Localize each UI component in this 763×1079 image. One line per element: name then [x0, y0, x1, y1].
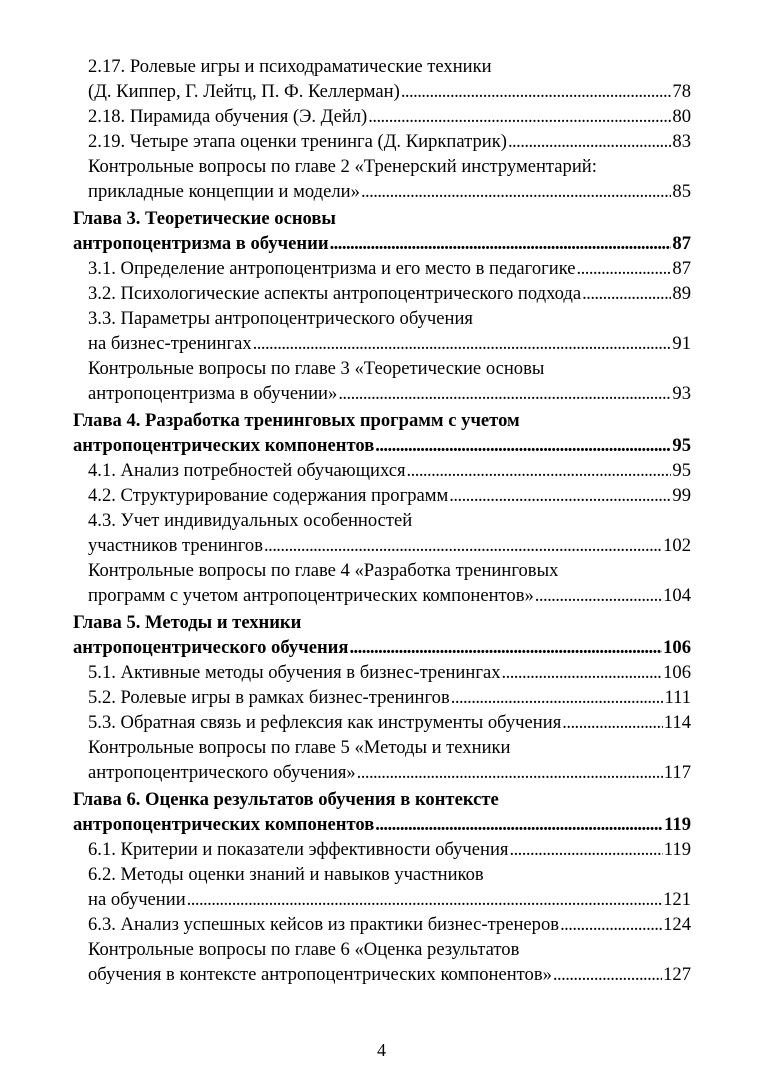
toc-section-entry[interactable]	[73, 508, 691, 558]
dot-leader	[338, 381, 671, 406]
toc-page-number: 106	[663, 662, 691, 683]
toc-entry-title: прикладные концепции и модели»	[88, 181, 360, 202]
toc-page-number: 119	[663, 839, 691, 860]
toc-page-number: 89	[672, 283, 691, 304]
toc-section-entry[interactable]	[73, 54, 691, 104]
toc-page-number: 114	[663, 712, 691, 733]
toc-entry-title: 5.3. Обратная связь и рефлексия как инструменты обучения	[88, 712, 562, 733]
dot-leader	[264, 533, 662, 558]
toc-entry-title: участников тренингов	[88, 535, 263, 556]
toc-page-number: 95	[672, 435, 691, 456]
toc-section-entry[interactable]	[73, 660, 691, 685]
toc-section-entry[interactable]	[73, 558, 691, 608]
toc-page-number: 87	[672, 258, 691, 279]
dot-leader	[401, 79, 672, 104]
toc-page-number: 93	[672, 383, 691, 404]
toc-page-number: 124	[663, 914, 691, 935]
toc-section-entry[interactable]	[73, 256, 691, 281]
toc-entry-title: на бизнес-тренингах	[88, 333, 252, 354]
toc-entry-title: обучения в контексте антропоцентрических компонентов»	[88, 964, 552, 985]
toc-entry-title: Контрольные вопросы по главе 5 «Методы и техники	[88, 737, 511, 758]
dot-leader	[407, 458, 672, 483]
toc-entry-title: антропоцентрического обучения	[73, 637, 349, 658]
toc-page-number: 111	[664, 687, 691, 708]
toc-entry-title: Глава 3. Теоретические основы	[73, 208, 336, 229]
toc-entry-title: 3.2. Психологические аспекты антропоцентрического подхода	[88, 283, 582, 304]
dot-leader	[449, 483, 671, 508]
toc-entry-title: 2.17. Ролевые игры и психодраматические техники	[88, 56, 492, 77]
toc-entry-title: антропоцентрического обучения»	[88, 762, 356, 783]
toc-entry-title: Глава 5. Методы и техники	[73, 612, 302, 633]
page-number: 4	[377, 1040, 386, 1060]
dot-leader	[562, 710, 663, 735]
toc-page-number: 99	[672, 485, 691, 506]
dot-leader	[187, 887, 662, 912]
toc-page-number: 104	[663, 585, 691, 606]
toc-page-number: 127	[663, 964, 691, 985]
toc-entry-title: на обучении	[88, 889, 186, 910]
dot-leader	[502, 660, 663, 685]
toc-page-number: 95	[672, 460, 691, 481]
dot-leader	[375, 812, 663, 837]
toc-entry-title: 2.19. Четыре этапа оценки тренинга (Д. Киркпатрик)	[88, 131, 507, 152]
toc-entry-title: 6.2. Методы оценки знаний и навыков участников	[88, 864, 484, 885]
toc-section-entry[interactable]	[73, 862, 691, 912]
toc-section-entry[interactable]	[73, 937, 691, 987]
toc-entry-title: антропоцентрических компонентов	[73, 435, 375, 456]
toc-entry-title: Контрольные вопросы по главе 2 «Тренерский инструментарий:	[88, 156, 597, 177]
toc-entry-title: 6.1. Критерии и показатели эффективности обучения	[88, 839, 509, 860]
toc-chapter-entry[interactable]	[73, 787, 691, 837]
toc-entry-title: 2.18. Пирамида обучения (Э. Дейл)	[88, 106, 368, 127]
toc-chapter-entry[interactable]	[73, 206, 691, 256]
toc-entry-title: Контрольные вопросы по главе 4 «Разработка тренинговых	[88, 560, 559, 581]
toc-page-number: 119	[664, 814, 691, 835]
toc-section-entry[interactable]	[73, 154, 691, 204]
toc-entry-title: Глава 6. Оценка результатов обучения в контексте	[73, 789, 499, 810]
toc-page-number: 83	[672, 131, 691, 152]
toc-section-entry[interactable]	[73, 281, 691, 306]
toc-entry-title: Контрольные вопросы по главе 6 «Оценка результатов	[88, 939, 520, 960]
toc-entry-title: 4.2. Структурирование содержания программ	[88, 485, 449, 506]
toc-entry-title: 6.3. Анализ успешных кейсов из практики бизнес-тренеров	[88, 914, 560, 935]
dot-leader	[357, 760, 663, 785]
dot-leader	[553, 962, 662, 987]
toc-page-number: 106	[663, 637, 691, 658]
toc-section-entry[interactable]	[73, 458, 691, 483]
dot-leader	[375, 433, 671, 458]
toc-entry-title: 5.2. Ролевые игры в рамках бизнес-тренингов	[88, 687, 450, 708]
toc-page-number: 121	[663, 889, 691, 910]
toc-page-number: 91	[672, 333, 691, 354]
toc-section-entry[interactable]	[73, 685, 691, 710]
toc-page-number: 87	[672, 233, 691, 254]
toc-entry-title: антропоцентризма в обучении»	[88, 383, 338, 404]
dot-leader	[535, 583, 662, 608]
dot-leader	[582, 281, 671, 306]
toc-entry-title: антропоцентризма в обучении	[73, 233, 329, 254]
dot-leader	[451, 685, 664, 710]
toc-entry-title: 3.3. Параметры антропоцентрического обучения	[88, 308, 473, 329]
toc-section-entry[interactable]	[73, 912, 691, 937]
dot-leader	[560, 912, 662, 937]
dot-leader	[508, 129, 671, 154]
table-of-contents	[73, 54, 691, 987]
toc-section-entry[interactable]	[73, 710, 691, 735]
dot-leader	[577, 256, 672, 281]
toc-section-entry[interactable]	[73, 356, 691, 406]
toc-page-number: 80	[672, 106, 691, 127]
toc-page-number: 117	[663, 762, 691, 783]
toc-chapter-entry[interactable]	[73, 610, 691, 660]
toc-page-number: 102	[663, 535, 691, 556]
toc-entry-title: (Д. Киппер, Г. Лейтц, П. Ф. Келлерман)	[88, 81, 400, 102]
dot-leader	[509, 837, 662, 862]
toc-page-number: 78	[672, 81, 691, 102]
toc-entry-title: 3.1. Определение антропоцентризма и его место в педагогике	[88, 258, 576, 279]
toc-entry-title: Контрольные вопросы по главе 3 «Теоретические основы	[88, 358, 545, 379]
dot-leader	[361, 179, 671, 204]
toc-entry-title: 4.1. Анализ потребностей обучающихся	[88, 460, 406, 481]
toc-page-number: 85	[672, 181, 691, 202]
toc-section-entry[interactable]	[73, 104, 691, 129]
dot-leader	[253, 331, 672, 356]
toc-entry-title: 4.3. Учет индивидуальных особенностей	[88, 510, 413, 531]
toc-entry-title: Глава 4. Разработка тренинговых программ с учетом	[73, 410, 520, 431]
toc-entry-title: 5.1. Активные методы обучения в бизнес-тренингах	[88, 662, 501, 683]
toc-entry-title: программ с учетом антропоцентрических компонентов»	[88, 585, 534, 606]
toc-section-entry[interactable]	[73, 837, 691, 862]
toc-section-entry[interactable]	[73, 735, 691, 785]
toc-section-entry[interactable]	[73, 483, 691, 508]
toc-section-entry[interactable]	[73, 129, 691, 154]
dot-leader	[330, 231, 672, 256]
toc-entry-title: антропоцентрических компонентов	[73, 814, 375, 835]
dot-leader	[368, 104, 671, 129]
toc-section-entry[interactable]	[73, 306, 691, 356]
dot-leader	[349, 635, 662, 660]
toc-chapter-entry[interactable]	[73, 408, 691, 458]
